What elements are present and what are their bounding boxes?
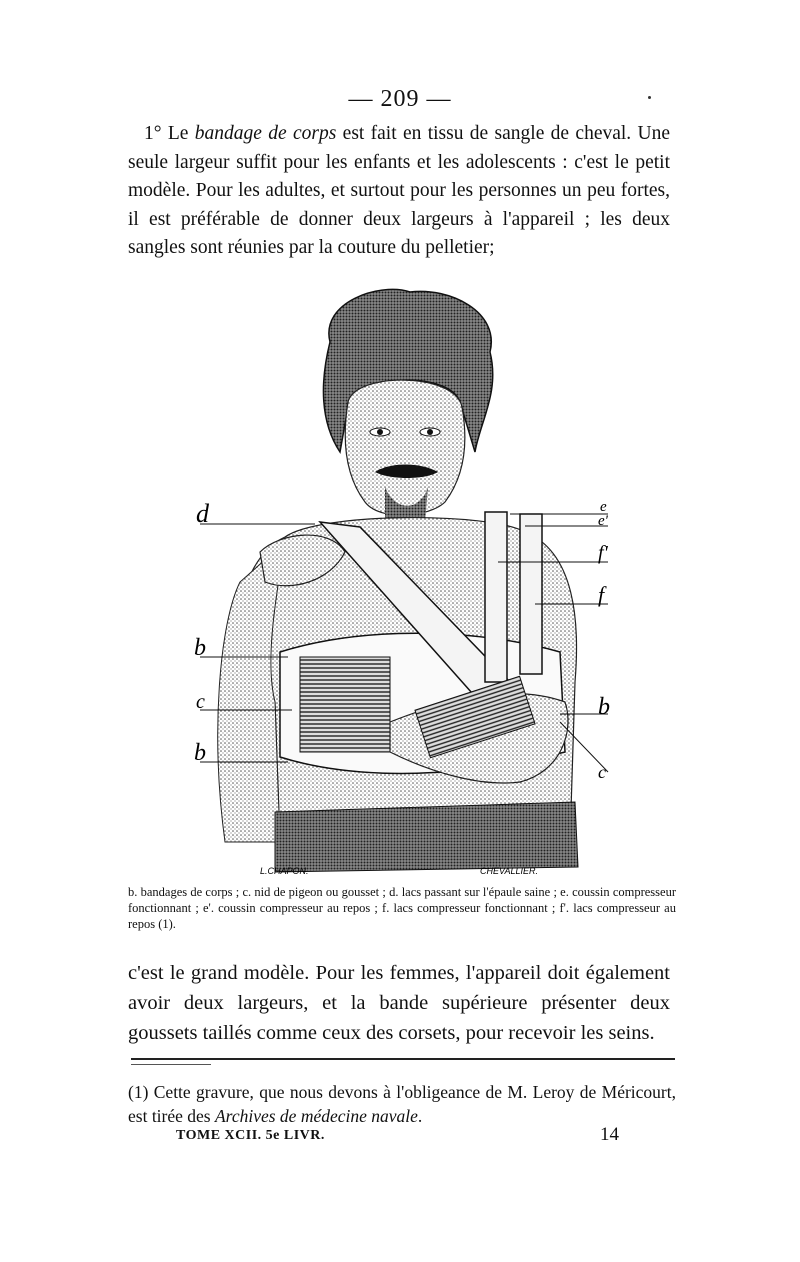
label-e-prime: e' <box>598 513 608 529</box>
footnote-run: (1) Cette gravure, que nous devons à l'obligeance de M. Leroy de Méricourt, est tirée des <box>128 1082 676 1126</box>
label-d: d <box>196 499 209 528</box>
footnote-journal-title: Archives de médecine navale <box>214 1106 418 1126</box>
page-number: — 209 — <box>348 86 452 112</box>
engraving-figure <box>180 282 620 878</box>
footnote-rule <box>131 1058 675 1060</box>
footnote-run: . <box>417 1106 423 1126</box>
label-b-right: b <box>598 694 610 720</box>
label-e: e <box>600 499 607 515</box>
footnote-rule-short <box>131 1064 211 1065</box>
label-f-prime: f' <box>598 542 608 564</box>
engraver-signature-right: CHEVALLIER. <box>480 866 539 876</box>
label-c-left: c <box>196 691 205 713</box>
paragraph1-italic-term: bandage de corps <box>194 123 337 144</box>
figure-caption: b. bandages de corps ; c. nid de pigeon ou gousset ; d. lacs passant sur l'épaule saine ; e. coussin compresseur fonctionnant ; e'. coussin compresseur au repos ; f. lacs compresseur fonctionnant ; f'. lacs compresseur au repos (1). <box>128 885 676 931</box>
engraving-illustration <box>180 282 620 878</box>
volume-signature: TOME XCII. 5e LIVR. <box>176 1128 325 1143</box>
paragraph-grand-modele: c'est le grand modèle. Pour les femmes, l'appareil doit également avoir deux largeurs, et la bande supérieure présenter deux goussets taillés comme ceux des corsets, pour recevoir les seins. <box>128 962 670 1044</box>
engraver-signature-left: L.CHAPON. <box>260 866 309 876</box>
label-c-right: c <box>598 762 606 782</box>
sheet-number: 14 <box>600 1124 619 1145</box>
label-b-lower: b <box>194 740 206 766</box>
paragraph-bandage-de-corps <box>128 120 670 263</box>
paragraph1-run: 1° Le <box>144 123 195 144</box>
paragraph1-run: est fait en tissu de sangle de cheval. Une seule largeur suffit pour les enfants et les adolescents : c'est le petit modèle. Pour les adultes, et surtout pour les personnes un peu fortes, il est préférable de donner deux largeurs à l'appareil ; les deux sangles sont réunies par la couture du pelletier; <box>128 123 670 258</box>
footnote <box>128 1080 676 1128</box>
label-f: f <box>598 582 605 607</box>
label-b-upper: b <box>194 635 206 661</box>
stray-dot <box>648 96 651 99</box>
